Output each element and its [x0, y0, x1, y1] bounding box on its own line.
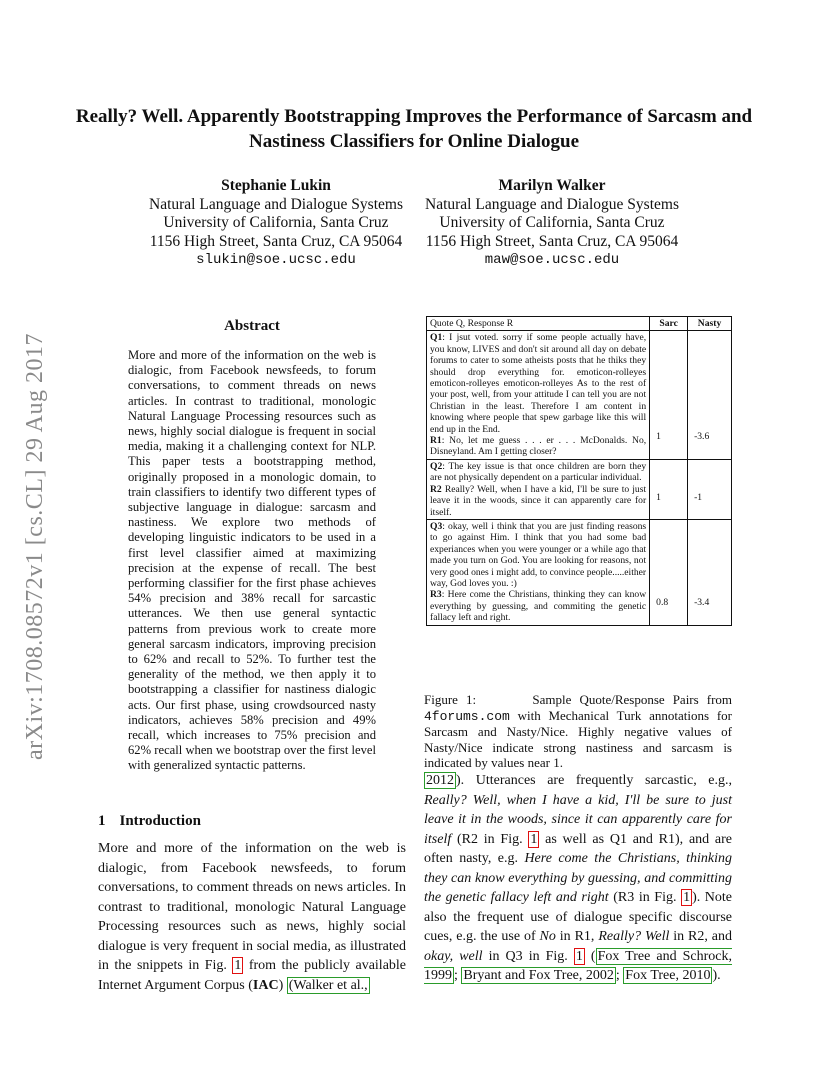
- intro-text-3: ): [278, 977, 284, 993]
- body-text: as well as Q1 and R1), and are often nasty, e.g.: [424, 831, 733, 866]
- table-header-row: [427, 317, 732, 331]
- body-text: (R2 in Fig.: [457, 831, 523, 847]
- quote-label: Q1: [430, 332, 443, 344]
- abstract-heading: Abstract: [224, 318, 280, 334]
- quote-response-cell: [427, 459, 650, 519]
- author-affiliation: Natural Language and Dialogue Systems: [149, 195, 403, 213]
- figure-link[interactable]: 1: [575, 948, 583, 964]
- cue-word: Really? Well: [598, 929, 670, 944]
- quote-label: Q2: [430, 460, 443, 472]
- figure-link[interactable]: 1: [683, 890, 691, 905]
- author-name: Marilyn Walker: [498, 177, 606, 194]
- author-name: Stephanie Lukin: [221, 177, 331, 194]
- caption-text-1: Sample Quote/Response Pairs from: [532, 692, 733, 707]
- author-email[interactable]: maw@soe.ucsc.edu: [484, 252, 620, 268]
- caption-text-2: with Mechanical Turk annotations for Sarcasm and Nasty/Nice. Highly negative values of Nasty/Nice indicate strong nastiness and sarcasm is indicated by values near 1.: [424, 707, 732, 771]
- right-column-paragraph: [424, 771, 732, 986]
- body-text: in R2, and: [673, 929, 733, 944]
- example-quote: Here come the Christians, thinking they can know everything by guessing, and committing the genetic fallacy left and right: [424, 851, 733, 905]
- iac-abbrev: IAC: [252, 977, 279, 993]
- table-row: [427, 519, 732, 625]
- body-text: ;: [454, 968, 458, 983]
- quote-response-cell: [427, 331, 650, 459]
- response-label: R1: [430, 435, 442, 447]
- author-affiliation: Natural Language and Dialogue Systems: [425, 195, 679, 213]
- author-university: University of California, Santa Cruz: [439, 214, 665, 231]
- author-address: 1156 High Street, Santa Cruz, CA 95064: [425, 232, 679, 250]
- quote-text: : I jsut voted. sorry if some people actually have, you know, LIVES and don't sit around all day on debate forums to cater to some atheists posts that he thiks they should drop everything for. emoticon-rolleyes emoticon-rolleyes emoticon-rolleyes As to the rest of your post, well, from your attitude I can tell you are not Christian in the least. Therefore I am content in knowing where people that spew garbage like this will end up in the End.: [430, 332, 647, 435]
- nasty-value: -1: [688, 459, 732, 519]
- intro-text: More and more of the information on the web is dialogic, from Facebook newsfeeds, to forum conversations, to comment threads on news articles. In contrast to traditional, monologic Natural Language Processing resources such as news, highly social dialogue is very frequent in social media, as illustrated in the snippets in Fig.: [98, 841, 406, 973]
- sarc-value: 1: [650, 331, 688, 459]
- arxiv-stamp: arXiv:1708.08572v1 [cs.CL] 29 Aug 2017: [22, 333, 48, 760]
- section-heading: [98, 813, 201, 830]
- figure-link[interactable]: 1: [234, 958, 242, 973]
- citation-link[interactable]: (Walker et al.,: [288, 977, 368, 993]
- response-text: Really? Well, when I have a kid, I'll be sure to just leave it in the woods, since it can apparently care for itself.: [430, 483, 647, 518]
- table-row: [427, 331, 732, 459]
- intro-paragraph: [98, 839, 406, 995]
- caption-site: 4forums.com: [424, 708, 510, 724]
- response-text: : No, let me guess . . . er . . . McDonalds. No, Disneyland. Am I getting closer?: [430, 435, 647, 458]
- section-number: 1: [98, 813, 106, 829]
- author-block-2: [416, 177, 688, 270]
- cue-word: okay, well: [424, 948, 483, 964]
- caption-label: Figure 1:: [424, 692, 477, 707]
- cue-word: No: [539, 929, 556, 944]
- quote-text: : okay, well i think that you are just finding reasons to go against Him. I think that you had some bad experiances when you were younger or a while ago that made you turn on God. You are looking for reasons, not very good ones i might add, to convince people.....either way, God loves you. :): [430, 520, 647, 589]
- abstract-text: More and more of the information on the web is dialogic, from Facebook newsfeeds, to forum conversations, to comment threads on news articles. In contrast to traditional, monologic Natural Language Processing resources such as news, highly social dialogue is frequent in social media, making it a challenging context for NLP. This paper tests a bootstrapping method, originally proposed in a monologic domain, to train classifiers to identify two different types of subjective language in dialogue: sarcasm and nastiness. We explore two methods of developing linguistic indicators to be used in a first level classifier aimed at maximizing precision at the expense of recall. The best performing classifier for the first phase achieves 54% precision and 38% recall for sarcastic utterances. We then use general syntactic patterns from previous work to create more general sarcasm indicators, improving precision to 62% and recall to 52%. To further test the generality of the method, we then apply it to bootstrapping a classifier for nastiness dialogic acts. Our first phase, using crowdsourced nasty indicators, achieves 58% precision and 49% recall, which increases to 75% precision and 62% recall when we bootstrap over the first level with generalized syntactic patterns.: [128, 348, 376, 773]
- quote-response-table: [426, 316, 732, 626]
- quote-text: : The key issue is that once children are born they are not physically dependent on a particular individual.: [430, 460, 647, 484]
- intro-text-2: from the publicly available Internet Argument Corpus (: [98, 958, 407, 993]
- nasty-value: -3.6: [688, 331, 732, 459]
- body-text: in Q3 in Fig.: [488, 948, 568, 964]
- header-quote: Quote Q, Response R: [427, 317, 650, 331]
- citation-link[interactable]: Bryant and Fox Tree, 2002: [463, 968, 614, 983]
- author-address: 1156 High Street, Santa Cruz, CA 95064: [149, 232, 403, 250]
- quote-response-cell: [427, 519, 650, 625]
- response-label: R2: [430, 483, 442, 495]
- figure-link[interactable]: 1: [530, 831, 538, 847]
- author-university: University of California, Santa Cruz: [163, 214, 389, 231]
- citation-link[interactable]: Fox Tree and Schrock, 1999: [424, 948, 732, 983]
- citation-link[interactable]: 2012: [426, 773, 454, 788]
- body-text: ). Utterances are frequently sarcastic, e.g.,: [456, 773, 732, 788]
- body-text: ).: [712, 968, 721, 983]
- header-sarc: Sarc: [650, 317, 688, 331]
- body-text: (R3 in Fig.: [613, 890, 677, 905]
- example-quote: Really? Well, when I have a kid, I'll be sure to just leave it in the woods, since it can apparently care for itself: [424, 792, 732, 847]
- body-text: ;: [615, 968, 620, 983]
- author-email[interactable]: slukin@soe.ucsc.edu: [196, 252, 356, 268]
- header-nasty: Nasty: [688, 317, 732, 331]
- section-title: Introduction: [119, 813, 201, 829]
- nasty-value: -3.4: [688, 519, 732, 625]
- citation-link[interactable]: Fox Tree, 2010: [625, 968, 711, 983]
- body-text: in R1,: [559, 929, 595, 944]
- paper-title: Really? Well. Apparently Bootstrapping Improves the Performance of Sarcasm and Nastiness Classifiers for Online Dialogue: [75, 106, 753, 152]
- figure-caption: [424, 692, 732, 771]
- quote-label: Q3: [430, 520, 443, 532]
- table-row: [427, 459, 732, 519]
- response-text: : Here come the Christians, thinking they can know everything by guessing, and commiting the genetic fallacy left and right.: [430, 589, 647, 624]
- author-block-1: [140, 177, 412, 270]
- sarc-value: 1: [650, 459, 688, 519]
- body-text: ). Note also the frequent use of dialogue specific discourse cues, e.g. the use of: [424, 890, 733, 944]
- sarc-value: 0.8: [650, 519, 688, 625]
- body-text: (: [590, 948, 596, 964]
- response-label: R3: [430, 589, 442, 601]
